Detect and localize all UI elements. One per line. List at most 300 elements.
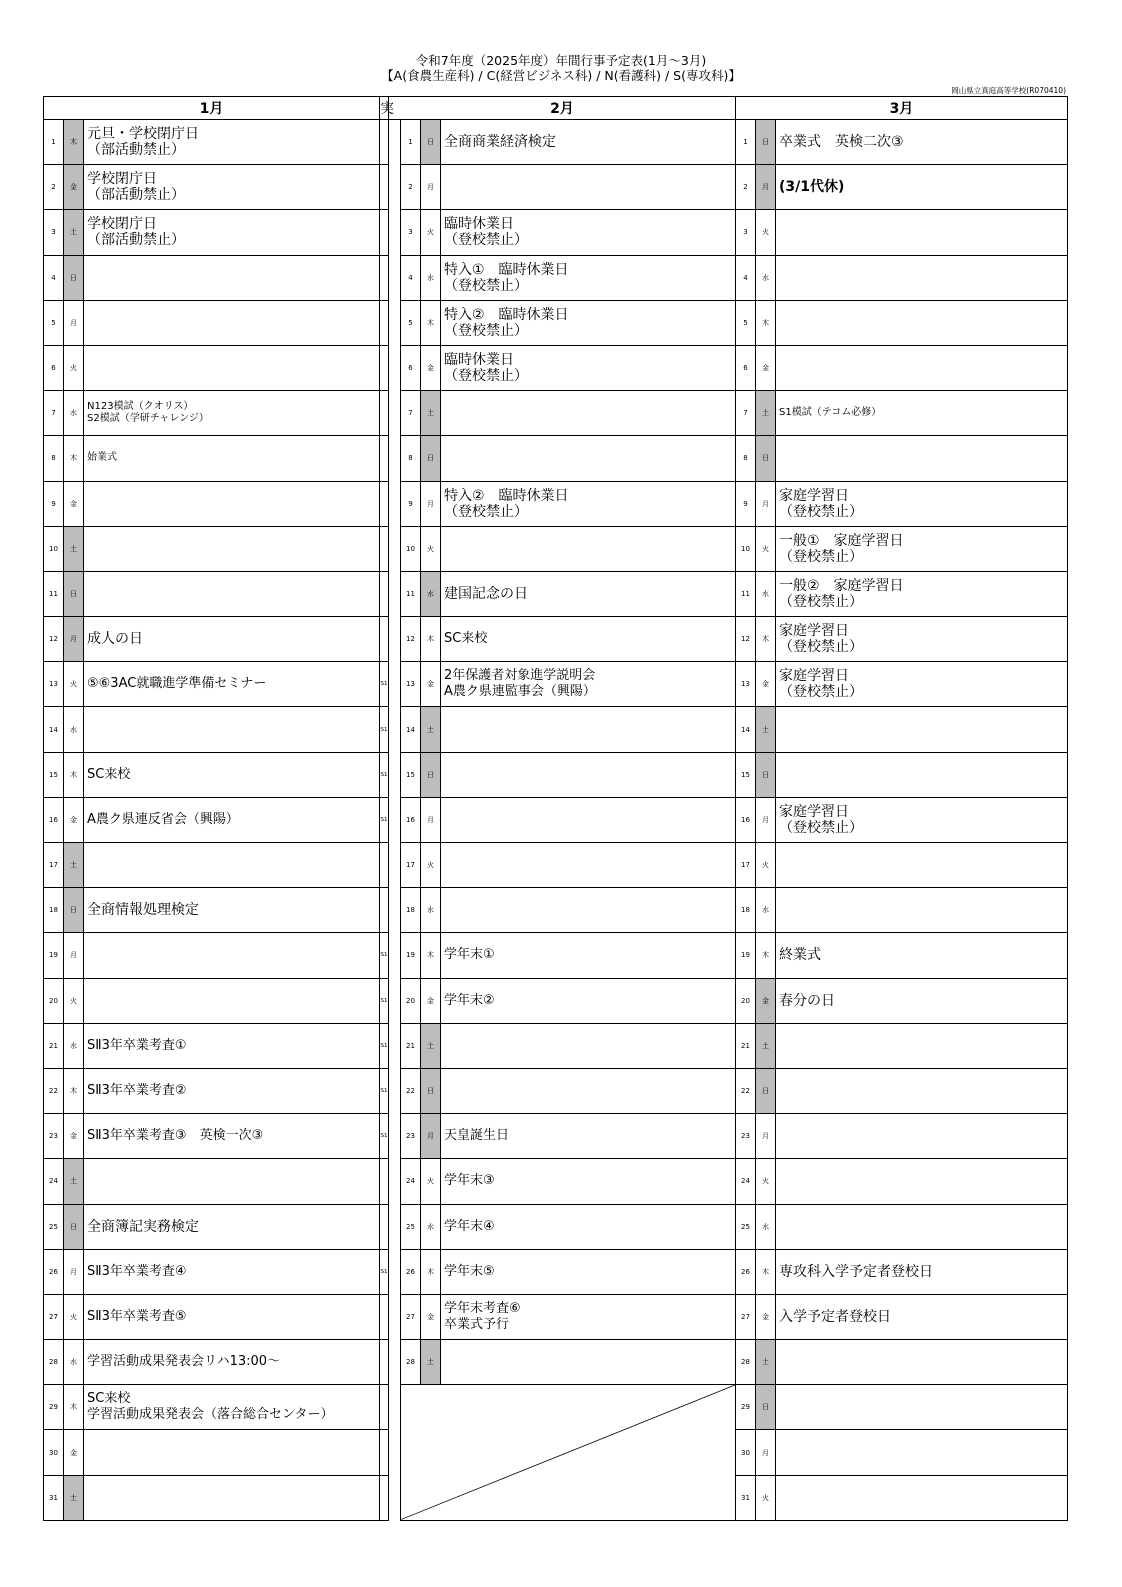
mar-event-22	[776, 1068, 1068, 1113]
event-line: 成人の日	[87, 631, 143, 648]
mar-weekday: 日	[756, 436, 776, 481]
jan-weekday: 日	[64, 571, 84, 616]
day-row	[44, 255, 1068, 300]
jan-weekday: 金	[64, 1430, 84, 1475]
jan-weekday: 木	[64, 1068, 84, 1113]
feb-event-15	[441, 752, 736, 797]
jan-weekday: 火	[64, 345, 84, 390]
jan-weekday: 水	[64, 1023, 84, 1068]
feb-event-23	[441, 1114, 736, 1159]
feb-day-number: 26	[401, 1249, 421, 1294]
mar-weekday: 土	[756, 1023, 776, 1068]
mar-weekday: 月	[756, 1430, 776, 1475]
jan-event-3	[84, 210, 380, 255]
mar-weekday: 水	[756, 888, 776, 933]
mar-weekday: 日	[756, 120, 776, 165]
jan-event-10	[84, 526, 380, 571]
day-row	[44, 933, 1068, 978]
mar-event-17	[776, 843, 1068, 888]
jan-event-25	[84, 1204, 380, 1249]
feb-event-14	[441, 707, 736, 752]
jitsu-marker: S1	[380, 1114, 389, 1159]
feb-weekday: 水	[421, 888, 441, 933]
jitsu-marker: S1	[380, 1249, 389, 1294]
event-line: 2年保護者対象進学説明会	[444, 668, 596, 684]
event-line: 家庭学習日	[779, 623, 849, 640]
event-line: 春分の日	[779, 992, 835, 1009]
jitsu-marker	[380, 1475, 389, 1520]
day-row	[44, 120, 1068, 165]
feb-weekday: 火	[421, 1159, 441, 1204]
event-line: 学年末①	[444, 947, 495, 963]
event-line: 一般② 家庭学習日	[779, 577, 904, 594]
mar-event-1	[776, 120, 1068, 165]
mar-day-number: 15	[736, 752, 756, 797]
feb-gap	[389, 888, 401, 933]
feb-weekday: 月	[421, 1114, 441, 1159]
day-row	[44, 752, 1068, 797]
mar-weekday: 日	[756, 752, 776, 797]
jan-day-number: 31	[44, 1475, 64, 1520]
feb-gap	[389, 1475, 401, 1520]
feb-event-11	[441, 571, 736, 616]
jan-weekday: 木	[64, 436, 84, 481]
feb-event-8	[441, 436, 736, 481]
day-row	[44, 345, 1068, 390]
mar-weekday: 火	[756, 1475, 776, 1520]
feb-gap	[389, 707, 401, 752]
mar-day-number: 5	[736, 300, 756, 345]
feb-gap	[389, 165, 401, 210]
month-header-feb: 2月	[389, 97, 736, 120]
feb-event-4	[441, 255, 736, 300]
jitsu-marker	[380, 617, 389, 662]
schedule-table	[43, 96, 1068, 1521]
jan-event-21	[84, 1023, 380, 1068]
mar-weekday: 水	[756, 571, 776, 616]
mar-day-number: 11	[736, 571, 756, 616]
feb-gap	[389, 481, 401, 526]
jitsu-marker: S1	[380, 707, 389, 752]
event-line: 臨時休業日	[444, 352, 514, 369]
jitsu-marker: S1	[380, 978, 389, 1023]
jan-event-29	[84, 1385, 380, 1430]
jan-weekday: 土	[64, 526, 84, 571]
day-row	[44, 481, 1068, 526]
jan-event-12	[84, 617, 380, 662]
mar-day-number: 25	[736, 1204, 756, 1249]
mar-weekday: 火	[756, 526, 776, 571]
day-row	[44, 1068, 1068, 1113]
day-row	[44, 662, 1068, 707]
jan-day-number: 21	[44, 1023, 64, 1068]
event-line: ⑤⑥3AC就職進学準備セミナー	[87, 676, 267, 692]
day-row	[44, 391, 1068, 436]
feb-day-number: 13	[401, 662, 421, 707]
feb-event-5	[441, 300, 736, 345]
feb-day-number: 17	[401, 843, 421, 888]
feb-day-number: 16	[401, 797, 421, 842]
mar-weekday: 金	[756, 1294, 776, 1339]
jan-day-number: 27	[44, 1294, 64, 1339]
jitsu-marker: S1	[380, 662, 389, 707]
mar-event-25	[776, 1204, 1068, 1249]
feb-weekday: 水	[421, 255, 441, 300]
mar-weekday: 火	[756, 843, 776, 888]
feb-day-number: 9	[401, 481, 421, 526]
mar-event-20	[776, 978, 1068, 1023]
feb-event-27	[441, 1294, 736, 1339]
mar-day-number: 2	[736, 165, 756, 210]
jan-day-number: 26	[44, 1249, 64, 1294]
mar-day-number: 16	[736, 797, 756, 842]
mar-weekday: 金	[756, 662, 776, 707]
feb-event-3	[441, 210, 736, 255]
day-row	[44, 707, 1068, 752]
event-line: 天皇誕生日	[444, 1128, 510, 1144]
jan-event-17	[84, 843, 380, 888]
jitsu-marker	[380, 1385, 389, 1430]
jitsu-marker	[380, 120, 389, 165]
mar-weekday: 月	[756, 1114, 776, 1159]
jan-event-24	[84, 1159, 380, 1204]
mar-event-15	[776, 752, 1068, 797]
feb-event-28	[441, 1340, 736, 1385]
mar-event-9	[776, 481, 1068, 526]
jan-weekday: 金	[64, 797, 84, 842]
feb-weekday: 金	[421, 978, 441, 1023]
jan-weekday: 金	[64, 165, 84, 210]
jan-day-number: 10	[44, 526, 64, 571]
feb-day-number: 18	[401, 888, 421, 933]
jan-weekday: 日	[64, 1204, 84, 1249]
jan-event-19	[84, 933, 380, 978]
mar-event-6	[776, 345, 1068, 390]
mar-event-28	[776, 1340, 1068, 1385]
jitsu-marker	[380, 1294, 389, 1339]
month-header-row	[44, 97, 1068, 120]
jan-event-15	[84, 752, 380, 797]
event-line: 学校閉庁日	[87, 216, 157, 233]
mar-day-number: 20	[736, 978, 756, 1023]
feb-weekday: 金	[421, 345, 441, 390]
jitsu-marker	[380, 1204, 389, 1249]
event-line: （登校禁止）	[779, 639, 863, 656]
jan-weekday: 月	[64, 300, 84, 345]
event-line: 家庭学習日	[779, 668, 849, 685]
jan-weekday: 土	[64, 843, 84, 888]
feb-event-1	[441, 120, 736, 165]
jan-weekday: 土	[64, 210, 84, 255]
jan-weekday: 土	[64, 1159, 84, 1204]
jan-weekday: 金	[64, 481, 84, 526]
jan-day-number: 22	[44, 1068, 64, 1113]
page-title: 令和7年度（2025年度）年間行事予定表(1月～3月)	[415, 53, 707, 68]
jan-event-14	[84, 707, 380, 752]
mar-day-number: 17	[736, 843, 756, 888]
mar-weekday: 木	[756, 300, 776, 345]
jitsu-marker	[380, 345, 389, 390]
mar-event-4	[776, 255, 1068, 300]
jan-day-number: 13	[44, 662, 64, 707]
mar-day-number: 14	[736, 707, 756, 752]
event-line: （登校禁止）	[444, 368, 528, 385]
jan-weekday: 木	[64, 1385, 84, 1430]
jan-event-9	[84, 481, 380, 526]
mar-event-5	[776, 300, 1068, 345]
jan-event-16	[84, 797, 380, 842]
month-header-mar: 3月	[736, 97, 1068, 120]
feb-weekday: 金	[421, 1294, 441, 1339]
jitsu-marker	[380, 526, 389, 571]
feb-weekday: 日	[421, 1068, 441, 1113]
feb-weekday: 水	[421, 1204, 441, 1249]
jan-weekday: 木	[64, 752, 84, 797]
jan-day-number: 19	[44, 933, 64, 978]
mar-event-27	[776, 1294, 1068, 1339]
mar-event-10	[776, 526, 1068, 571]
feb-day-number: 19	[401, 933, 421, 978]
mar-day-number: 27	[736, 1294, 756, 1339]
jitsu-header: 実	[380, 97, 389, 120]
event-line: SC来校	[87, 1391, 131, 1407]
feb-day-number: 11	[401, 571, 421, 616]
jan-day-number: 6	[44, 345, 64, 390]
feb-day-number: 21	[401, 1023, 421, 1068]
feb-day-number: 20	[401, 978, 421, 1023]
jitsu-marker	[380, 1159, 389, 1204]
feb-gap	[389, 1430, 401, 1475]
mar-event-24	[776, 1159, 1068, 1204]
mar-weekday: 日	[756, 1068, 776, 1113]
feb-day-number: 25	[401, 1204, 421, 1249]
event-line: SⅡ3年卒業考査④	[87, 1263, 187, 1279]
feb-gap	[389, 391, 401, 436]
feb-gap	[389, 1114, 401, 1159]
jitsu-marker	[380, 165, 389, 210]
jitsu-marker	[380, 436, 389, 481]
mar-weekday: 土	[756, 707, 776, 752]
feb-weekday: 木	[421, 933, 441, 978]
mar-event-11	[776, 571, 1068, 616]
feb-weekday: 水	[421, 571, 441, 616]
day-row	[44, 165, 1068, 210]
feb-day-number: 27	[401, 1294, 421, 1339]
event-line: （部活動禁止）	[87, 142, 185, 159]
mar-day-number: 30	[736, 1430, 756, 1475]
event-line: 卒業式 英検二次③	[779, 134, 904, 151]
mar-day-number: 1	[736, 120, 756, 165]
feb-gap	[389, 436, 401, 481]
mar-day-number: 9	[736, 481, 756, 526]
jan-event-30	[84, 1430, 380, 1475]
jan-day-number: 30	[44, 1430, 64, 1475]
mar-event-3	[776, 210, 1068, 255]
jan-day-number: 4	[44, 255, 64, 300]
event-line: N123模試（クオリス）	[87, 401, 194, 413]
jan-event-13	[84, 662, 380, 707]
feb-gap	[389, 1385, 401, 1430]
feb-event-13	[441, 662, 736, 707]
mar-weekday: 水	[756, 255, 776, 300]
mar-event-13	[776, 662, 1068, 707]
mar-event-16	[776, 797, 1068, 842]
jan-day-number: 24	[44, 1159, 64, 1204]
event-line: 始業式	[87, 452, 117, 464]
event-line: 臨時休業日	[444, 216, 514, 233]
jan-weekday: 火	[64, 662, 84, 707]
day-row	[44, 888, 1068, 933]
mar-day-number: 26	[736, 1249, 756, 1294]
jan-event-11	[84, 571, 380, 616]
feb-unused-cell	[401, 1385, 736, 1521]
school-name: 岡山県立真庭高等学校(R070410)	[951, 86, 1066, 95]
event-line: 学年末⑤	[444, 1263, 495, 1279]
feb-event-26	[441, 1249, 736, 1294]
event-line: 特入① 臨時休業日	[444, 261, 569, 278]
jan-weekday: 月	[64, 933, 84, 978]
event-line: （登校禁止）	[779, 684, 863, 701]
feb-gap	[389, 1068, 401, 1113]
day-row	[44, 1385, 1068, 1430]
feb-gap	[389, 571, 401, 616]
jitsu-marker	[380, 1430, 389, 1475]
feb-event-9	[441, 481, 736, 526]
jitsu-marker	[380, 210, 389, 255]
mar-weekday: 木	[756, 1249, 776, 1294]
feb-gap	[389, 617, 401, 662]
jan-weekday: 月	[64, 1249, 84, 1294]
jitsu-marker: S1	[380, 933, 389, 978]
event-line: SⅡ3年卒業考査⑤	[87, 1308, 187, 1324]
jan-event-22	[84, 1068, 380, 1113]
jan-day-number: 1	[44, 120, 64, 165]
feb-weekday: 火	[421, 210, 441, 255]
event-line: 特入② 臨時休業日	[444, 306, 569, 323]
jan-day-number: 20	[44, 978, 64, 1023]
mar-weekday: 日	[756, 1385, 776, 1430]
event-line: 入学予定者登校日	[779, 1308, 891, 1325]
jitsu-marker	[380, 391, 389, 436]
mar-day-number: 21	[736, 1023, 756, 1068]
event-line: 家庭学習日	[779, 803, 849, 820]
event-line: 一般① 家庭学習日	[779, 532, 904, 549]
jan-weekday: 月	[64, 617, 84, 662]
mar-event-12	[776, 617, 1068, 662]
event-line: 全商情報処理検定	[87, 902, 199, 919]
jan-day-number: 15	[44, 752, 64, 797]
feb-weekday: 木	[421, 617, 441, 662]
mar-event-2	[776, 165, 1068, 210]
event-line: （登校禁止）	[779, 503, 863, 520]
mar-day-number: 3	[736, 210, 756, 255]
mar-day-number: 12	[736, 617, 756, 662]
mar-event-19	[776, 933, 1068, 978]
event-line: 元旦・学校閉庁日	[87, 126, 199, 143]
feb-day-number: 12	[401, 617, 421, 662]
jan-weekday: 日	[64, 888, 84, 933]
jan-day-number: 18	[44, 888, 64, 933]
day-row	[44, 1159, 1068, 1204]
jan-weekday: 水	[64, 391, 84, 436]
event-line: 建国記念の日	[444, 585, 528, 602]
feb-day-number: 4	[401, 255, 421, 300]
mar-day-number: 19	[736, 933, 756, 978]
feb-event-6	[441, 345, 736, 390]
feb-gap	[389, 345, 401, 390]
feb-event-21	[441, 1023, 736, 1068]
feb-gap	[389, 1249, 401, 1294]
mar-event-23	[776, 1114, 1068, 1159]
mar-weekday: 火	[756, 210, 776, 255]
feb-day-number: 23	[401, 1114, 421, 1159]
feb-day-number: 2	[401, 165, 421, 210]
feb-gap	[389, 662, 401, 707]
feb-weekday: 日	[421, 752, 441, 797]
feb-day-number: 10	[401, 526, 421, 571]
feb-gap	[389, 978, 401, 1023]
jan-weekday: 水	[64, 1340, 84, 1385]
mar-day-number: 8	[736, 436, 756, 481]
feb-event-7	[441, 391, 736, 436]
feb-event-17	[441, 843, 736, 888]
event-line: （登校禁止）	[444, 277, 528, 294]
jan-event-7	[84, 391, 380, 436]
day-row	[44, 571, 1068, 616]
mar-event-30	[776, 1430, 1068, 1475]
mar-event-8	[776, 436, 1068, 481]
jitsu-marker	[380, 481, 389, 526]
feb-gap	[389, 797, 401, 842]
day-row	[44, 1114, 1068, 1159]
jan-event-28	[84, 1340, 380, 1385]
jitsu-marker	[380, 1340, 389, 1385]
mar-event-18	[776, 888, 1068, 933]
mar-weekday: 月	[756, 165, 776, 210]
mar-day-number: 18	[736, 888, 756, 933]
mar-event-7	[776, 391, 1068, 436]
day-row	[44, 797, 1068, 842]
feb-weekday: 土	[421, 1023, 441, 1068]
day-row	[44, 1340, 1068, 1385]
event-line: 専攻科入学予定者登校日	[779, 1263, 933, 1280]
feb-gap	[389, 1204, 401, 1249]
mar-day-number: 13	[736, 662, 756, 707]
jan-day-number: 23	[44, 1114, 64, 1159]
jan-event-26	[84, 1249, 380, 1294]
feb-event-12	[441, 617, 736, 662]
feb-weekday: 土	[421, 707, 441, 752]
day-row	[44, 526, 1068, 571]
mar-day-number: 23	[736, 1114, 756, 1159]
feb-weekday: 火	[421, 843, 441, 888]
jan-event-4	[84, 255, 380, 300]
event-line: （登校禁止）	[444, 322, 528, 339]
mar-day-number: 7	[736, 391, 756, 436]
jan-day-number: 8	[44, 436, 64, 481]
jan-day-number: 29	[44, 1385, 64, 1430]
day-row	[44, 210, 1068, 255]
jitsu-marker: S1	[380, 797, 389, 842]
jitsu-marker: S1	[380, 752, 389, 797]
jan-day-number: 14	[44, 707, 64, 752]
jan-day-number: 12	[44, 617, 64, 662]
mar-day-number: 24	[736, 1159, 756, 1204]
feb-event-16	[441, 797, 736, 842]
feb-weekday: 月	[421, 797, 441, 842]
day-row	[44, 1204, 1068, 1249]
feb-weekday: 火	[421, 526, 441, 571]
